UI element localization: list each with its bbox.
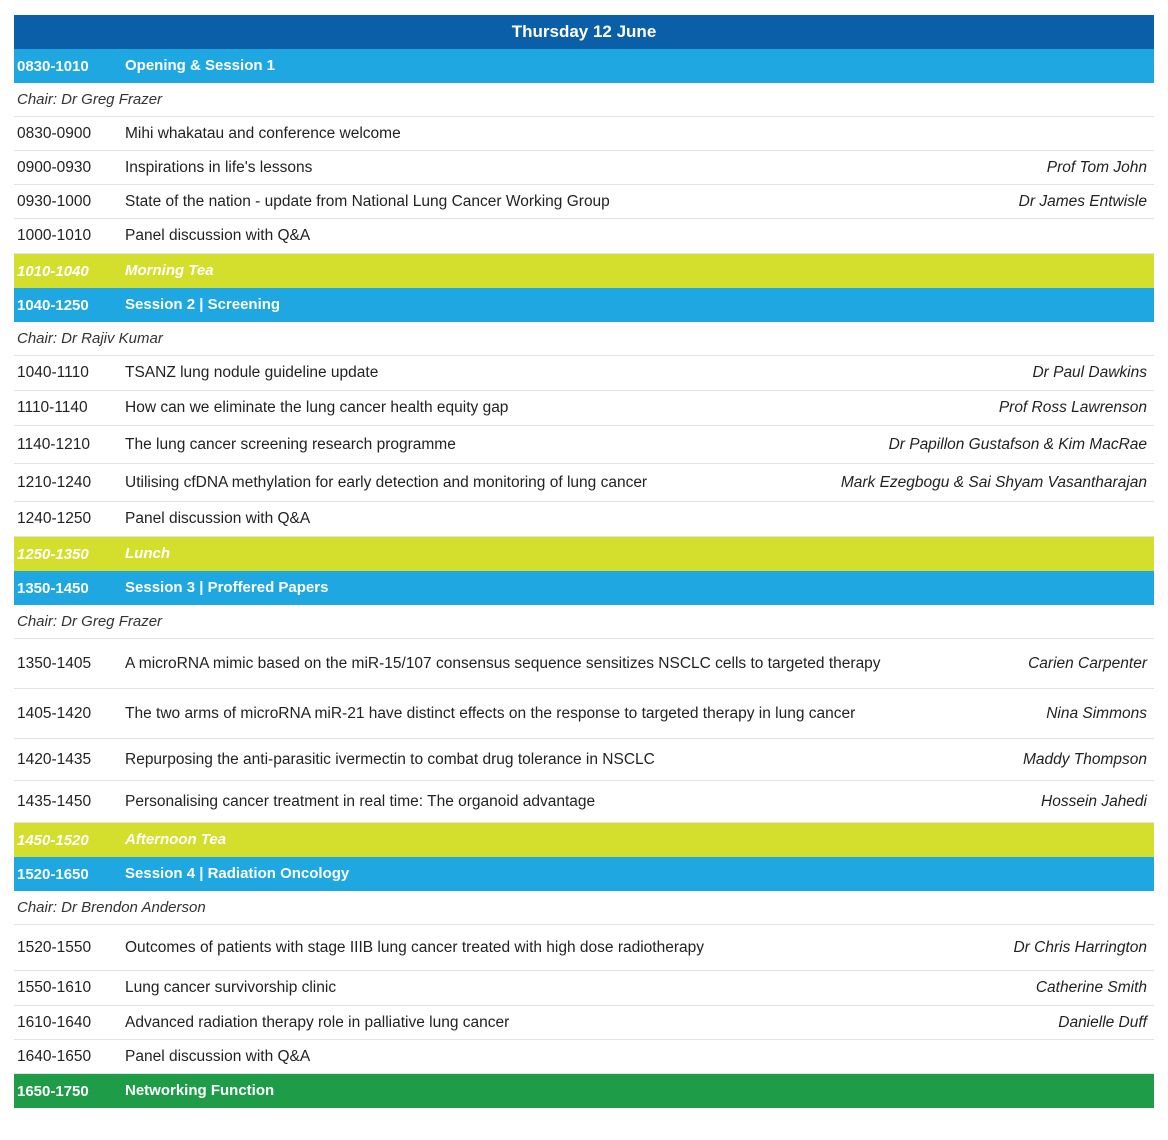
time-slot: 1350-1450 [17, 579, 89, 597]
talk-row [14, 426, 1154, 464]
chair-row [14, 891, 1154, 925]
talk-row [14, 356, 1154, 391]
speaker-name: Dr Chris Harrington [1013, 938, 1147, 956]
session-row [14, 288, 1154, 322]
session-title: Session 2 | Screening [125, 296, 281, 313]
time-slot: 1610-1640 [17, 1013, 92, 1031]
talk-row [14, 1040, 1154, 1074]
chair-row [14, 83, 1154, 117]
talk-row [14, 689, 1154, 739]
time-slot: 1520-1650 [17, 865, 89, 883]
time-slot: 1550-1610 [17, 979, 92, 996]
chair-label: Chair: Dr Rajiv Kumar [17, 330, 163, 347]
talk-row [14, 739, 1154, 781]
session-row [14, 49, 1154, 83]
talk-title: The two arms of microRNA miR-21 have distinct effects on the response to targeted therapy in lung cancer [125, 704, 856, 722]
speaker-name: Hossein Jahedi [1041, 792, 1147, 810]
time-slot: 1405-1420 [17, 704, 92, 722]
talk-title: The lung cancer screening research programme [125, 435, 456, 453]
speaker-name: Maddy Thompson [1022, 750, 1147, 768]
time-slot: 1240-1250 [17, 510, 92, 527]
speaker-name: Danielle Duff [1058, 1013, 1147, 1031]
break-row [14, 537, 1154, 571]
time-slot: 1010-1040 [17, 262, 89, 280]
talk-title: Utilising cfDNA methylation for early detection and monitoring of lung cancer [125, 473, 648, 491]
time-slot: 1210-1240 [17, 473, 92, 491]
talk-row [14, 639, 1154, 689]
chair-label: Chair: Dr Greg Frazer [17, 91, 163, 108]
session-title: Session 4 | Radiation Oncology [125, 865, 350, 882]
talk-row [14, 464, 1154, 502]
speaker-name: Nina Simmons [1046, 704, 1147, 722]
time-slot: 1650-1750 [17, 1082, 89, 1100]
session-title: Session 3 | Proffered Papers [125, 579, 329, 596]
chair-label: Chair: Dr Brendon Anderson [17, 899, 206, 916]
chair-label: Chair: Dr Greg Frazer [17, 613, 163, 630]
speaker-name: Prof Ross Lawrenson [998, 399, 1147, 416]
talk-title: How can we eliminate the lung cancer health equity gap [125, 399, 509, 416]
talk-row [14, 391, 1154, 426]
time-slot: 0830-1010 [17, 57, 89, 75]
talk-title: TSANZ lung nodule guideline update [125, 364, 379, 381]
break-title: Lunch [125, 545, 170, 562]
talk-title: A microRNA mimic based on the miR-15/107 consensus sequence sensitizes NSCLC cells to targeted therapy [125, 654, 881, 672]
chair-row [14, 322, 1154, 356]
time-slot: 1110-1140 [17, 399, 88, 416]
talk-title: Repurposing the anti-parasitic ivermectin to combat drug tolerance in NSCLC [125, 750, 655, 768]
schedule-rows [14, 49, 1154, 1108]
time-slot: 1040-1110 [17, 364, 89, 381]
talk-title: Lung cancer survivorship clinic [125, 979, 337, 996]
day-title: Thursday 12 June [511, 22, 657, 41]
speaker-name: Carien Carpenter [1028, 654, 1147, 672]
talk-row [14, 185, 1154, 219]
chair-row [14, 605, 1154, 639]
time-slot: 1435-1450 [17, 792, 92, 810]
schedule-table [14, 15, 1154, 1108]
speaker-name: Prof Tom John [1046, 158, 1147, 176]
time-slot: 1250-1350 [17, 545, 89, 563]
talk-row [14, 925, 1154, 971]
talk-row [14, 219, 1154, 254]
time-slot: 0900-0930 [17, 158, 92, 176]
time-slot: 1640-1650 [17, 1047, 92, 1065]
talk-title: Panel discussion with Q&A [125, 1047, 311, 1065]
talk-row [14, 502, 1154, 537]
time-slot: 1000-1010 [17, 227, 92, 244]
talk-row [14, 151, 1154, 185]
time-slot: 1350-1405 [17, 654, 92, 672]
time-slot: 0930-1000 [17, 192, 92, 210]
break-title: Afternoon Tea [125, 831, 227, 848]
talk-row [14, 1006, 1154, 1040]
session-title: Opening & Session 1 [125, 57, 276, 74]
talk-title: Inspirations in life's lessons [125, 158, 313, 176]
time-slot: 1040-1250 [17, 296, 89, 314]
network-row [14, 1074, 1154, 1108]
speaker-name: Dr Paul Dawkins [1032, 364, 1147, 381]
talk-row [14, 117, 1154, 151]
time-slot: 1140-1210 [17, 435, 90, 453]
talk-title: Personalising cancer treatment in real time: The organoid advantage [125, 792, 596, 810]
break-title: Morning Tea [125, 262, 214, 279]
time-slot: 1450-1520 [17, 831, 89, 849]
session-row [14, 857, 1154, 891]
speaker-name: Dr James Entwisle [1018, 192, 1147, 210]
talk-title: Advanced radiation therapy role in palliative lung cancer [125, 1013, 510, 1031]
talk-title: Panel discussion with Q&A [125, 227, 311, 244]
speaker-name: Mark Ezegbogu & Sai Shyam Vasantharajan [840, 473, 1147, 491]
session-row [14, 571, 1154, 605]
talk-row [14, 781, 1154, 823]
speaker-name: Catherine Smith [1035, 979, 1147, 996]
time-slot: 1520-1550 [17, 938, 92, 956]
speaker-name: Dr Papillon Gustafson & Kim MacRae [888, 435, 1147, 453]
day-header [14, 15, 1154, 49]
talk-title: Panel discussion with Q&A [125, 510, 311, 527]
break-row [14, 823, 1154, 857]
talk-row [14, 971, 1154, 1006]
talk-title: Outcomes of patients with stage IIIB lung cancer treated with high dose radiotherapy [125, 938, 704, 956]
network-title: Networking Function [125, 1082, 275, 1099]
talk-title: Mihi whakatau and conference welcome [125, 124, 401, 142]
time-slot: 0830-0900 [17, 124, 92, 142]
break-row [14, 254, 1154, 288]
talk-title: State of the nation - update from National Lung Cancer Working Group [125, 192, 610, 210]
time-slot: 1420-1435 [17, 750, 92, 768]
